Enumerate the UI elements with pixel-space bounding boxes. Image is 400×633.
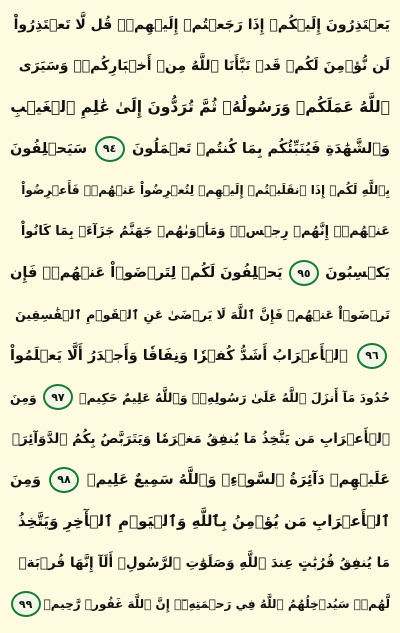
line-text: يَكۡسِبُونَ xyxy=(325,265,390,282)
text-line xyxy=(10,459,390,500)
text-line xyxy=(10,418,390,459)
line-text: بِٱللَّهِ لَكُمۡ إِذَا ٱنقَلَبۡتُمۡ إِلَيۡهِمۡ لِتُعۡرِضُواْ عَنۡهُمۡۖ فَأَعۡرِضُواْ xyxy=(21,183,390,198)
line-text: تَرۡضَوۡاْ عَنۡهُمۡ فَإِنَّ ٱللَّهَ لَا يَرۡضَىٰ عَنِ ٱلۡقَوۡمِ ٱلۡفَٰسِقِينَ xyxy=(15,306,390,322)
text-line xyxy=(10,4,390,45)
text-line xyxy=(10,252,390,293)
text-lines xyxy=(10,4,390,625)
text-line xyxy=(10,45,390,86)
line-text: حُدُودَ مَآ أَنزَلَ ٱللَّهُ عَلَىٰ رَسُولِهِۦۗ وَٱللَّهُ عَلِيمٌ حَكِيمٞ xyxy=(79,389,390,405)
line-text: يَحۡلِفُونَ لَكُمۡ لِتَرۡضَوۡاْ عَنۡهُمۡۖ فَإِن xyxy=(10,265,283,282)
line-text: لَّهُمۡۚ سَيُدۡخِلُهُمُ ٱللَّهُ فِي رَحۡمَتِهِۦٓۚ إِنَّ ٱللَّهَ غَفُورٞ رَّحِيمٞ xyxy=(43,597,390,612)
line-text: مَا يُنفِقُ قُرُبَٰتٍ عِندَ ٱللَّهِ وَصَلَوَٰتِ ٱلرَّسُولِۚ أَلَآ إِنَّهَا قُرۡبَةٞ xyxy=(18,554,390,571)
text-line xyxy=(10,170,390,211)
text-line xyxy=(10,542,390,583)
text-line xyxy=(10,583,390,624)
line-text: ٱلۡأَعۡرَابُ أَشَدُّ كُفۡرٗا وَنِفَاقٗا وَأَجۡدَرُ أَلَّا يَعۡلَمُواْ xyxy=(10,347,348,364)
text-line xyxy=(10,211,390,252)
text-line xyxy=(10,335,390,376)
line-text: وَٱلشَّهَٰدَةِ فَيُنَبِّئُكُم بِمَا كُنتُمۡ تَعۡمَلُونَ xyxy=(132,140,390,157)
line-text: وَمِنَ xyxy=(10,471,42,488)
ayah-number-marker: ٩٥ xyxy=(289,260,319,286)
line-text: سَيَحۡلِفُونَ xyxy=(10,140,88,157)
line-text: ٱلۡأَعۡرَابِ مَن يَتَّخِذُ مَا يُنفِقُ مَغۡرَمٗا وَيَتَرَبَّصُ بِكُمُ ٱلدَّوَآئِرَۚ xyxy=(11,430,390,447)
ayah-number-marker: ٩٩ xyxy=(11,591,41,617)
line-text: عَلَيۡهِمۡ دَآئِرَةُ ٱلسَّوۡءِۗ وَٱللَّهُ سَمِيعٌ عَلِيمٞ xyxy=(86,471,390,488)
text-line xyxy=(10,128,390,169)
text-line xyxy=(10,87,390,128)
text-line xyxy=(10,294,390,335)
text-line xyxy=(10,501,390,542)
line-text: ٱلۡأَعۡرَابِ مَن يُؤۡمِنُ بِٱللَّهِ وَٱلۡيَوۡمِ ٱلۡأٓخِرِ وَيَتَّخِذُ xyxy=(17,512,390,531)
ayah-number-marker: ٩٤ xyxy=(95,136,125,162)
line-text: لَن نُّؤۡمِنَ لَكُمۡ قَدۡ نَبَّأَنَا ٱللَّهُ مِنۡ أَخۡبَارِكُمۡۚ وَسَيَرَى xyxy=(18,58,390,75)
ayah-number-marker: ٩٨ xyxy=(49,467,79,493)
text-line xyxy=(10,377,390,418)
ayah-number-marker: ٩٧ xyxy=(43,384,73,410)
line-text: وَمِنَ xyxy=(10,389,37,405)
line-text: ٱللَّهُ عَمَلَكُمۡ وَرَسُولُهُۥ ثُمَّ تُرَدُّونَ إِلَىٰ عَٰلِمِ ٱلۡغَيۡبِ xyxy=(10,98,390,117)
line-text: عَنۡهُمۡۖ إِنَّهُمۡ رِجۡسٞۖ وَمَأۡوَىٰهُمۡ جَهَنَّمُ جَزَآءَۢ بِمَا كَانُواْ xyxy=(20,224,390,240)
ayah-number-marker: ٩٦ xyxy=(357,343,387,369)
line-text: يَعۡتَذِرُونَ إِلَيۡكُمۡ إِذَا رَجَعۡتُمۡ إِلَيۡهِمۡۚ قُل لَّا تَعۡتَذِرُواْ xyxy=(13,16,390,33)
